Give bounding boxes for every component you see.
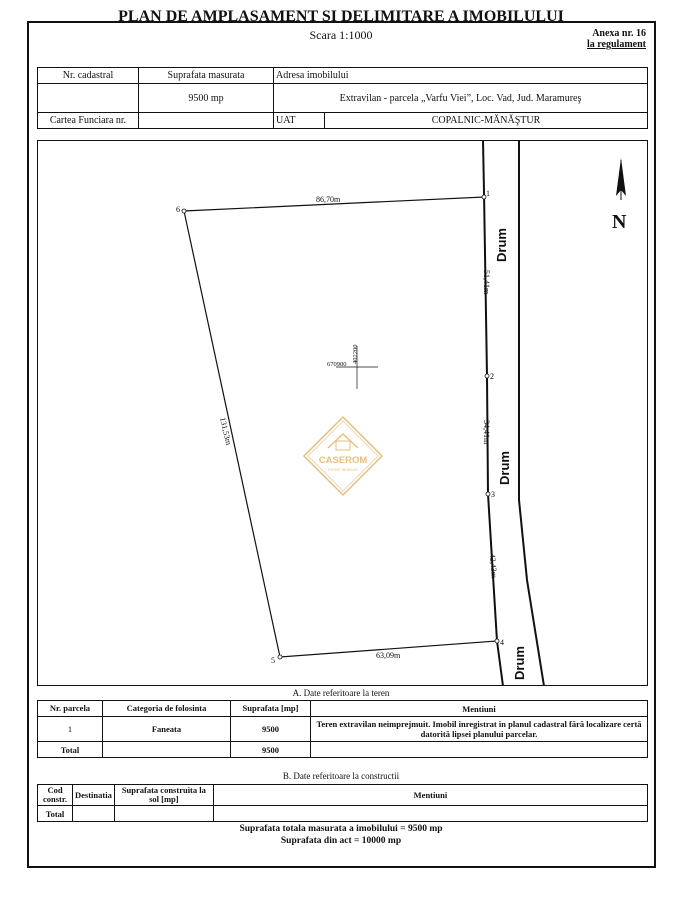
vertex-5: [278, 655, 282, 659]
col-categoria: Categoria de folosinta: [103, 701, 231, 717]
scale-label: Scara 1:1000: [309, 28, 373, 42]
carte-funciara-value: [139, 113, 274, 129]
north-arrow-icon: [612, 158, 627, 233]
adresa-value: Extravilan - parcela „Varfu Viei”, Loc. Vad, Jud. Maramureş: [274, 84, 648, 113]
annex-label: [587, 28, 646, 50]
total-destinatia: [73, 806, 115, 822]
page-title: PLAN DE AMPLASAMENT SI DELIMITARE A IMOBILULUI: [118, 8, 564, 25]
distance-3-4: 42,43m: [488, 553, 499, 579]
point-label-6: 6: [176, 205, 180, 214]
total-suprafata-constr: [114, 806, 213, 822]
distance-1-2: 51,41m: [482, 270, 491, 295]
total-label: Total: [38, 742, 103, 758]
annex-number: Anexa nr. 16: [592, 28, 646, 39]
row-nr-parcela: 1: [38, 717, 103, 742]
distance-6-1: 86,70m: [316, 195, 341, 204]
road-edge-right: [519, 140, 544, 686]
section-b-title: B. Date referitoare la constructii: [282, 771, 400, 781]
vertex-6: [182, 209, 186, 213]
road-label-top: Drum: [494, 228, 509, 262]
plan-svg: [37, 140, 648, 686]
point-label-5: 5: [271, 656, 275, 665]
parcel-boundary: [184, 197, 497, 657]
suprafata-label: Suprafata masurata: [139, 68, 274, 84]
road-edge-left: [483, 140, 503, 686]
row-mentiuni: Teren extravilan neimprejmuit. Imobil inregistrat in planul cadastral fără localizare certă datorită lipsei planului parcelar.: [311, 717, 648, 742]
watermark-brand: CASEROM: [318, 455, 368, 466]
annex-regulation: la regulament: [587, 39, 646, 50]
distance-4-5: 63,09m: [376, 651, 401, 660]
vertex-3: [486, 492, 490, 496]
road-label-bottom: Drum: [512, 646, 527, 680]
point-label-1: 1: [486, 189, 490, 198]
vertex-4: [495, 639, 499, 643]
total-suprafata: 9500: [231, 742, 311, 758]
distance-2-3: 34,41m: [482, 420, 491, 445]
construction-table: [37, 784, 648, 822]
total-area-line: Suprafata totala masurata a imobilului = 9500 mp: [239, 824, 443, 834]
col-mentiuni: Mentiuni: [311, 701, 648, 717]
total-mentiuni-constr: [213, 806, 647, 822]
section-a-title: A. Date referitoare la teren: [292, 688, 390, 698]
north-label: N: [612, 211, 627, 233]
watermark-sub: EXPERT IMOBILIAR: [328, 468, 358, 472]
info-table: [37, 67, 648, 129]
plan-drawing: [37, 140, 648, 686]
caserom-logo: [304, 417, 382, 495]
total-categoria: [103, 742, 231, 758]
col-destinatia: Destinatia: [73, 785, 115, 806]
suprafata-value: 9500 mp: [139, 84, 274, 113]
col-suprafata: Suprafata [mp]: [231, 701, 311, 717]
coord-y-label: 402200: [352, 344, 359, 364]
point-label-3: 3: [491, 490, 495, 499]
uat-value: COPALNIC-MĂNĂŞTUR: [325, 113, 648, 129]
distance-5-6: 131,53m: [218, 416, 234, 446]
col-nr-parcela: Nr. parcela: [38, 701, 103, 717]
col-suprafata-constr: Suprafata construita la sol [mp]: [114, 785, 213, 806]
road-label-middle: Drum: [497, 451, 512, 485]
row-suprafata: 9500: [231, 717, 311, 742]
adresa-label: Adresa imobilului: [274, 68, 648, 84]
point-label-4: 4: [500, 638, 504, 647]
point-label-2: 2: [490, 372, 494, 381]
row-categoria: Faneata: [103, 717, 231, 742]
col-cod-constr: Cod constr.: [38, 785, 73, 806]
total-mentiuni: [311, 742, 648, 758]
uat-label: UAT: [274, 113, 325, 129]
act-area-line: Suprafata din act = 10000 mp: [280, 836, 402, 846]
nr-cadastral-value: [38, 84, 139, 113]
col-mentiuni-constr: Mentiuni: [213, 785, 647, 806]
carte-funciara-label: Cartea Funciara nr.: [38, 113, 139, 129]
vertex-2: [485, 374, 489, 378]
total-label-b: Total: [38, 806, 73, 822]
nr-cadastral-label: Nr. cadastral: [38, 68, 139, 84]
land-table: [37, 700, 648, 758]
coord-x-label: 670900: [327, 361, 347, 368]
